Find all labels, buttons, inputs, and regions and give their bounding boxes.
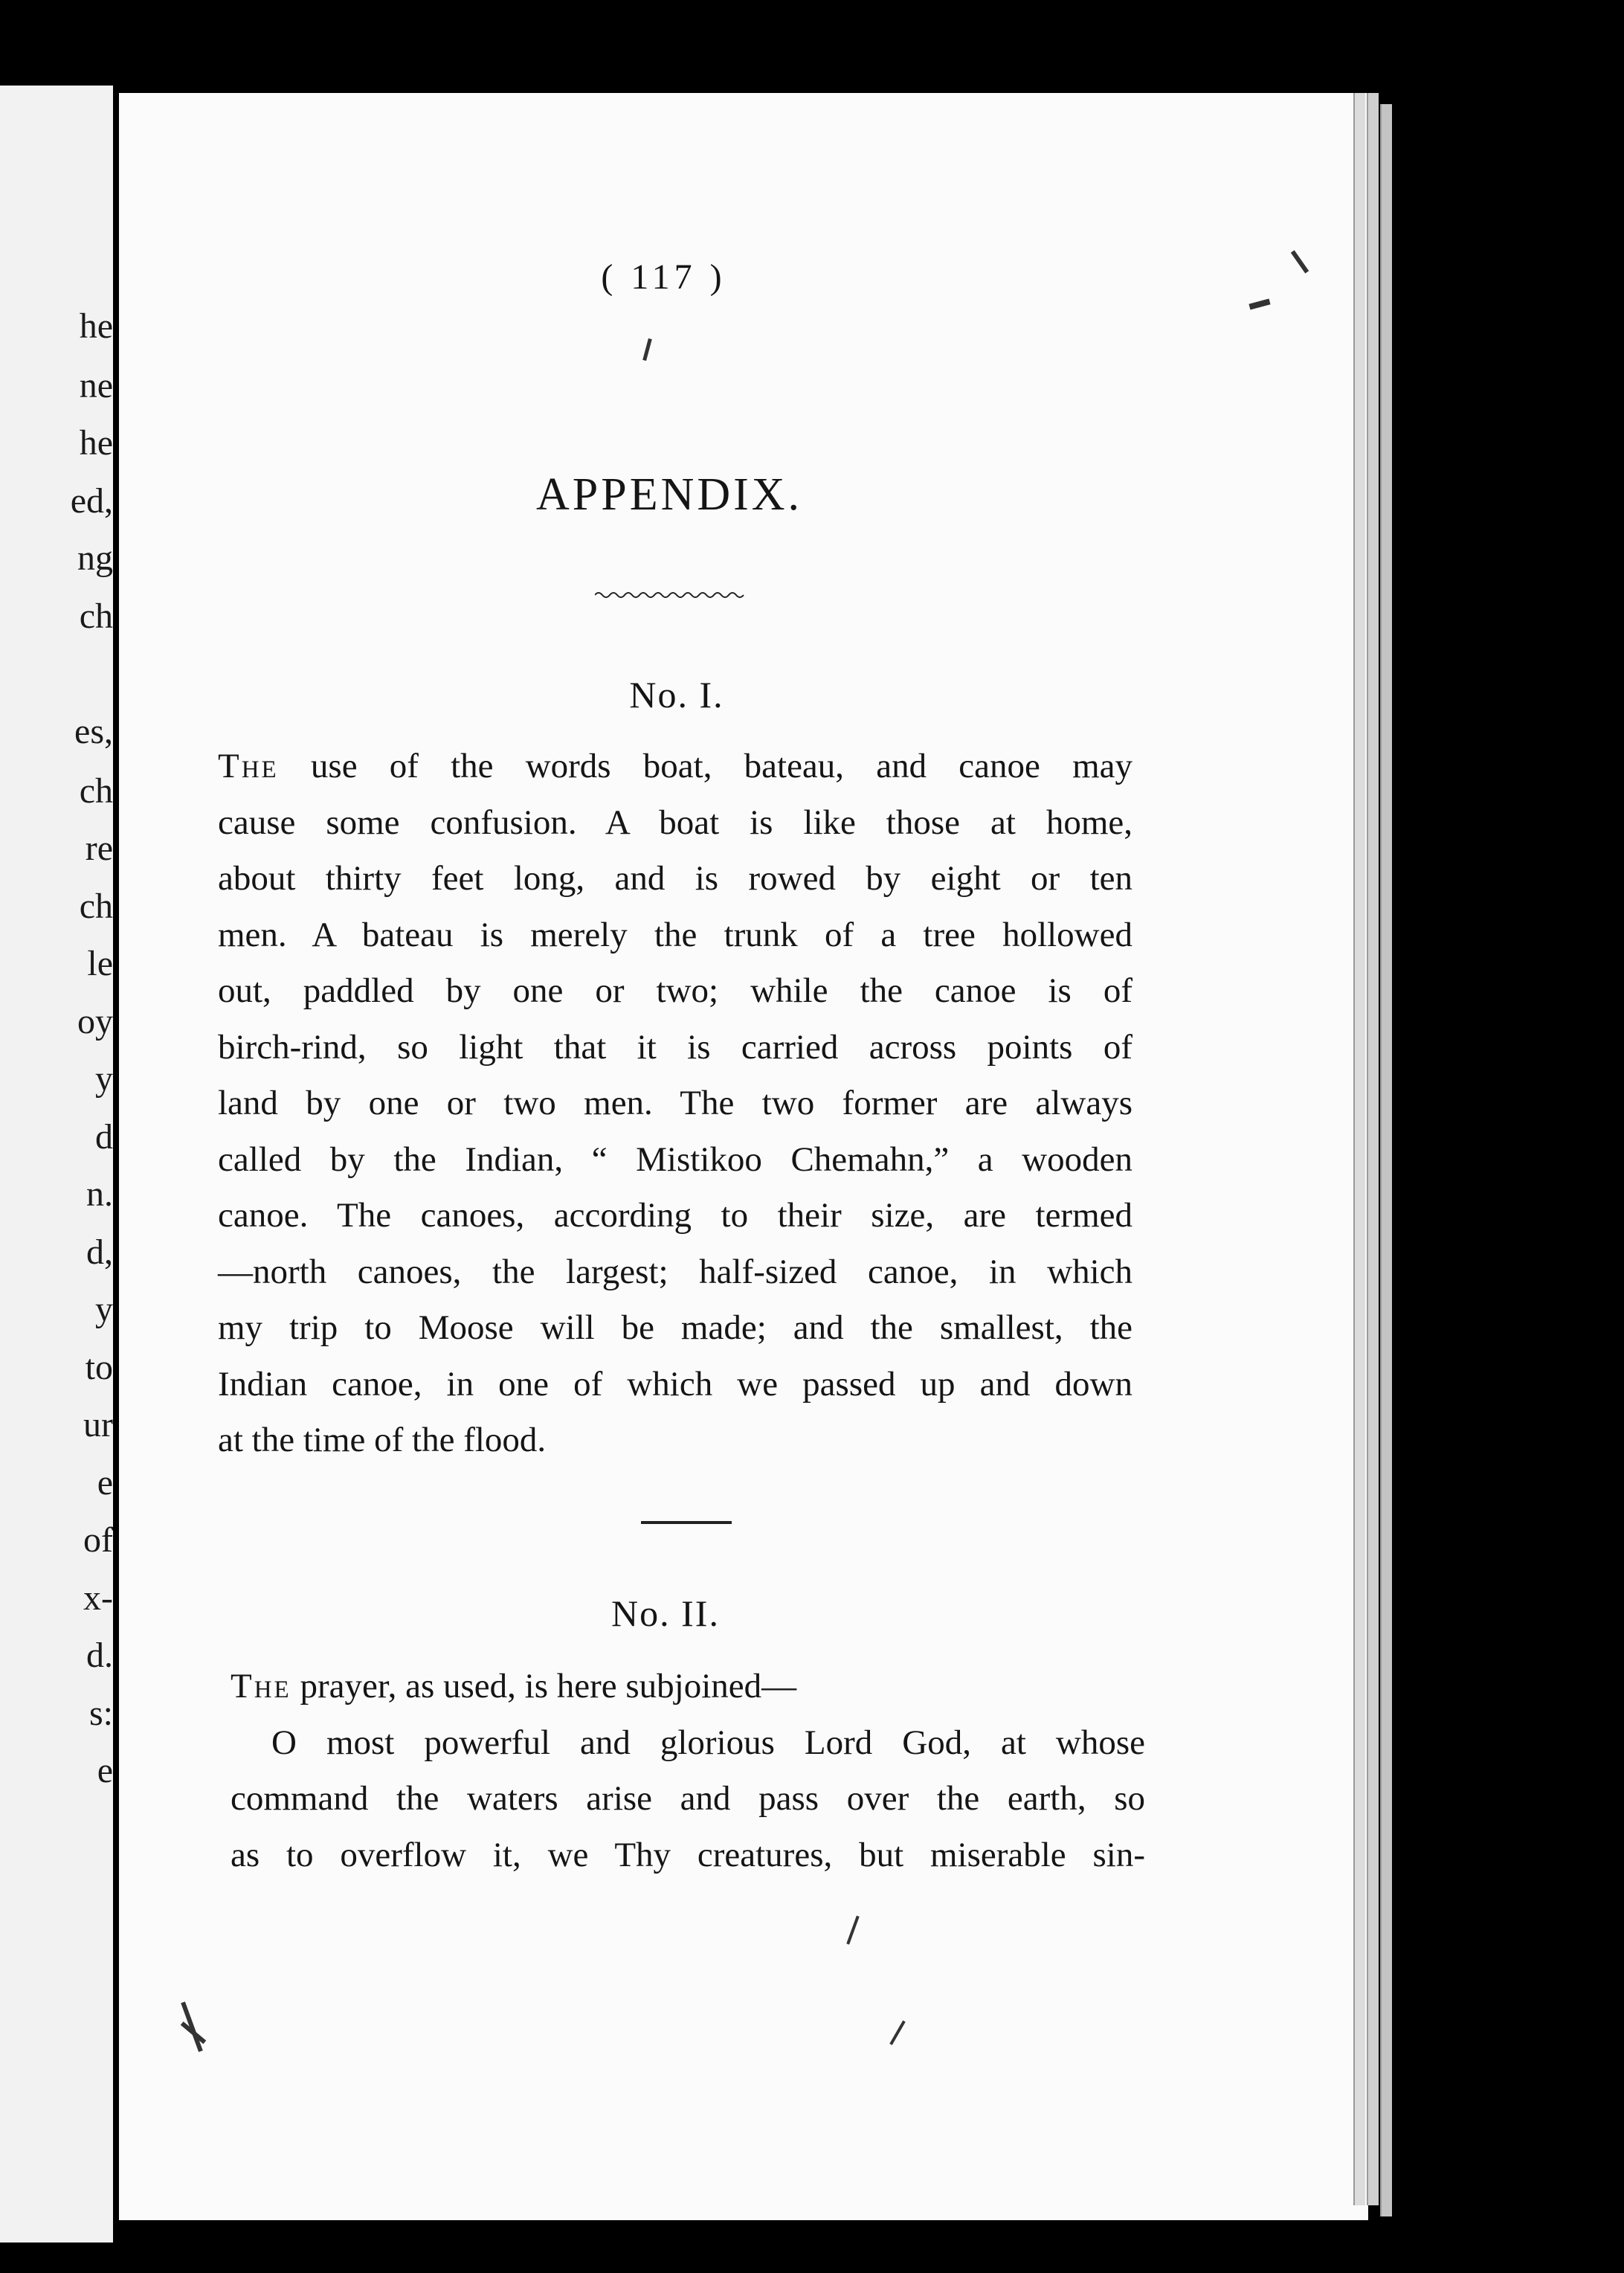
text-line: land by one or two men. The two former are always xyxy=(218,1084,1132,1122)
page-title: APPENDIX. xyxy=(535,469,803,520)
facing-text-fragment: of xyxy=(83,1520,113,1560)
facing-text-fragment: ng xyxy=(77,538,113,578)
page-number: ( 117 ) xyxy=(601,257,726,297)
text-line: —north canoes, the largest; half-sized canoe, in which xyxy=(218,1252,1132,1291)
text-line: command the waters arise and pass over the earth, so xyxy=(231,1779,1145,1818)
page-edge xyxy=(1353,93,1365,2205)
facing-text-fragment: oy xyxy=(77,1002,113,1041)
facing-text-fragment: n. xyxy=(86,1174,113,1214)
facing-text-fragment: le xyxy=(87,944,113,983)
page-edge xyxy=(1380,104,1392,2216)
text-line: Indian canoe, in one of which we passed up and down xyxy=(218,1364,1132,1404)
facing-text-fragment: ne xyxy=(79,366,113,405)
text-line: cause some confusion. A boat is like those at home, xyxy=(218,803,1132,842)
facing-text-fragment: to xyxy=(85,1348,113,1387)
section-heading: No. II. xyxy=(611,1592,720,1634)
section-divider xyxy=(641,1521,732,1524)
facing-text-fragment: e xyxy=(97,1751,113,1790)
facing-text-fragment: ur xyxy=(83,1405,113,1444)
text-line: called by the Indian, “ Mistikoo Chemahn,” a wooden xyxy=(218,1139,1132,1179)
facing-text-fragment: re xyxy=(85,829,113,868)
text-line: use of the words boat, bateau, and canoe may xyxy=(278,747,1132,785)
facing-text-fragment: e xyxy=(97,1463,113,1502)
page-edge xyxy=(1367,93,1379,2205)
text-line: O most powerful and glorious Lord God, at whose xyxy=(271,1723,1145,1762)
facing-text-fragment: ch xyxy=(79,597,113,636)
facing-text-fragment: x- xyxy=(83,1578,113,1618)
lead-word: The xyxy=(218,747,279,785)
facing-text-fragment: d xyxy=(95,1117,113,1157)
text-line: about thirty feet long, and is rowed by eight or ten xyxy=(218,859,1132,898)
text-line: men. A bateau is merely the trunk of a tree hollowed xyxy=(218,915,1132,954)
facing-text-fragment: y xyxy=(95,1290,113,1329)
facing-text-fragment: ch xyxy=(79,887,113,926)
lead-word: The xyxy=(231,1667,291,1705)
text-line: out, paddled by one or two; while the canoe is of xyxy=(218,971,1132,1010)
text-line: as to overflow it, we Thy creatures, but miserable sin- xyxy=(231,1835,1145,1874)
text-line: birch-rind, so light that it is carried across points of xyxy=(218,1027,1132,1067)
facing-text-fragment: ed, xyxy=(70,481,113,521)
facing-text-fragment: he xyxy=(79,423,113,463)
wavy-ornament xyxy=(595,588,747,602)
text-line: at the time of the flood. xyxy=(218,1421,547,1459)
section-body xyxy=(218,739,1132,1469)
section-body xyxy=(231,1659,1145,1883)
facing-text-fragment: he xyxy=(79,306,113,346)
text-line: canoe. The canoes, according to their size, are termed xyxy=(218,1196,1132,1235)
facing-page-left xyxy=(0,86,113,2243)
facing-text-fragment: d, xyxy=(86,1232,113,1272)
facing-text-fragment: s: xyxy=(88,1694,113,1733)
facing-text-fragment: es, xyxy=(74,712,113,751)
text-line: prayer, as used, is here subjoined— xyxy=(291,1667,797,1705)
section-heading: No. I. xyxy=(629,674,724,716)
facing-text-fragment: y xyxy=(95,1059,113,1099)
facing-text-fragment: d. xyxy=(86,1636,113,1675)
facing-text-fragment: ch xyxy=(79,771,113,811)
text-line: my trip to Moose will be made; and the smallest, the xyxy=(218,1308,1132,1347)
